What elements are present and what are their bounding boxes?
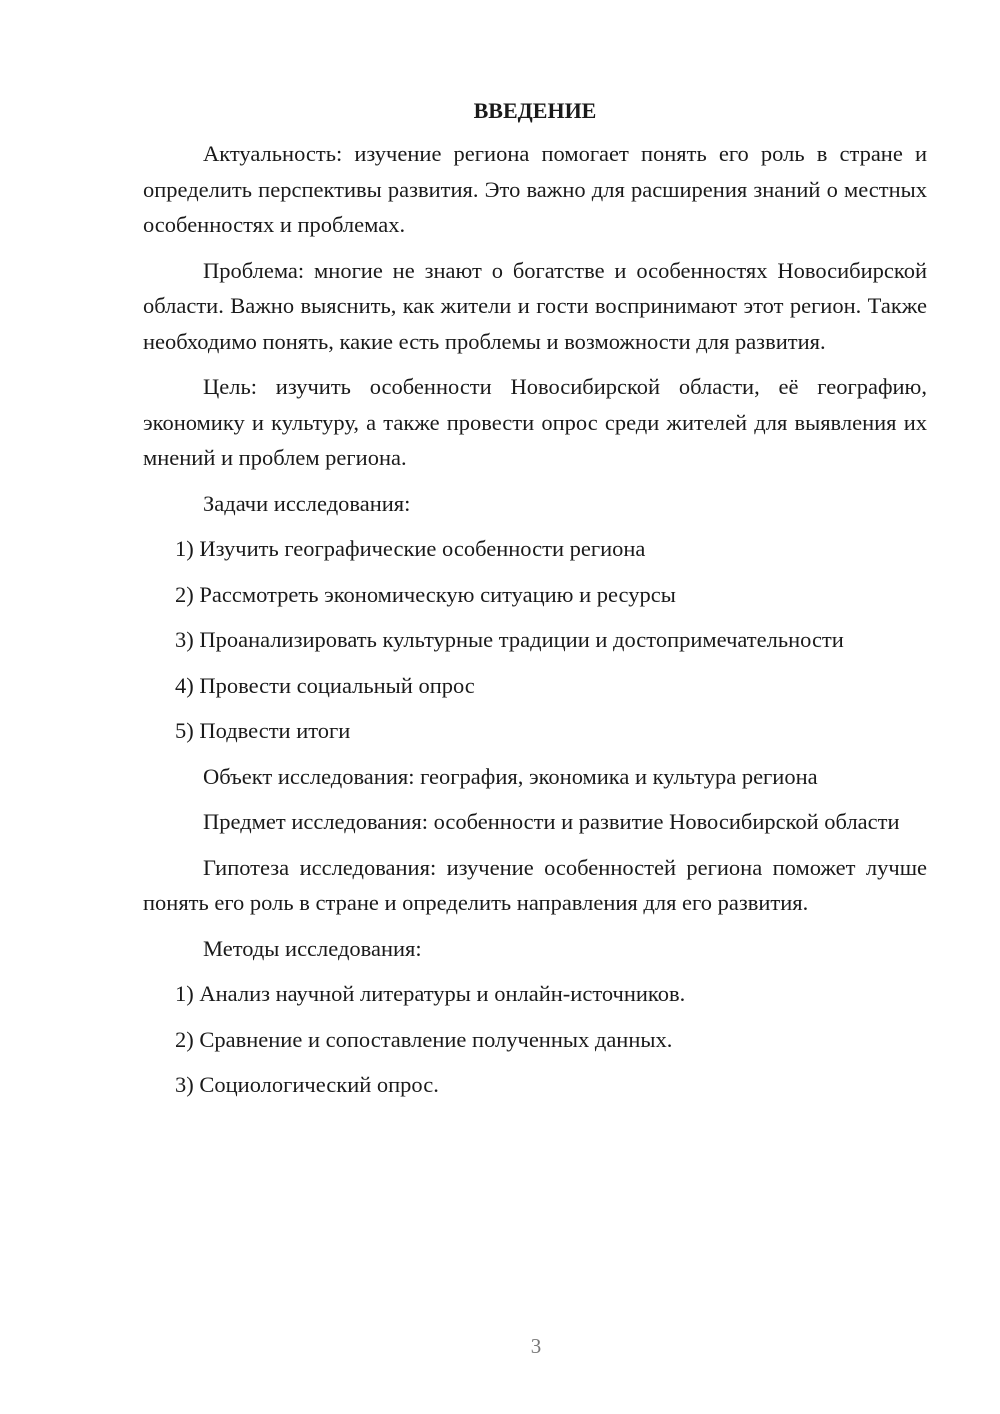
tasks-list [143,531,927,749]
paragraph-hypothesis: Гипотеза исследования: изучение особенностей региона поможет лучше понять его роль в стране и определить направления для его развития. [143,854,927,915]
section-title: ВВЕДЕНИЕ [473,98,597,123]
paragraph-subject: Предмет исследования: особенности и развитие Новосибирской области [203,809,900,834]
tasks-heading: Задачи исследования: [203,490,411,516]
paragraph-object: Объект исследования: география, экономика и культура региона [203,763,818,789]
method-item: 1) Анализ научной литературы и онлайн-источников. [175,981,686,1006]
task-item: 1) Изучить географические особенности региона [175,536,646,561]
methods-heading: Методы исследования: [203,935,422,961]
paragraph-relevance: Актуальность: изучение региона помогает понять его роль в стране и определить перспективы развития. Это важно для расширения знаний о местных особенностях и проблемах. [143,141,927,237]
paragraph-goal: Цель: изучить особенности Новосибирской области, её географию, экономику и культуру, а также провести опрос среди жителей для выявления их мнений и проблем региона. [143,374,927,470]
paragraph-problem: Проблема: многие не знают о богатстве и особенностях Новосибирской области. Важно выяснить, как жители и гости воспринимают этот регион. Также необходимо понять, какие есть проблемы и возможности для развития. [143,257,927,354]
methods-list [143,976,927,1103]
method-item: 2) Сравнение и сопоставление полученных данных. [175,1026,673,1052]
task-item: 5) Подвести итоги [175,718,351,743]
task-item: 4) Провести социальный опрос [175,672,475,698]
document-body [143,96,927,1113]
task-item: 3) Проанализировать культурные традиции и достопримечательности [175,627,844,652]
method-item: 3) Социологический опрос. [175,1072,439,1097]
task-item: 2) Рассмотреть экономическую ситуацию и ресурсы [175,581,676,607]
page-number: 3 [530,1334,542,1358]
